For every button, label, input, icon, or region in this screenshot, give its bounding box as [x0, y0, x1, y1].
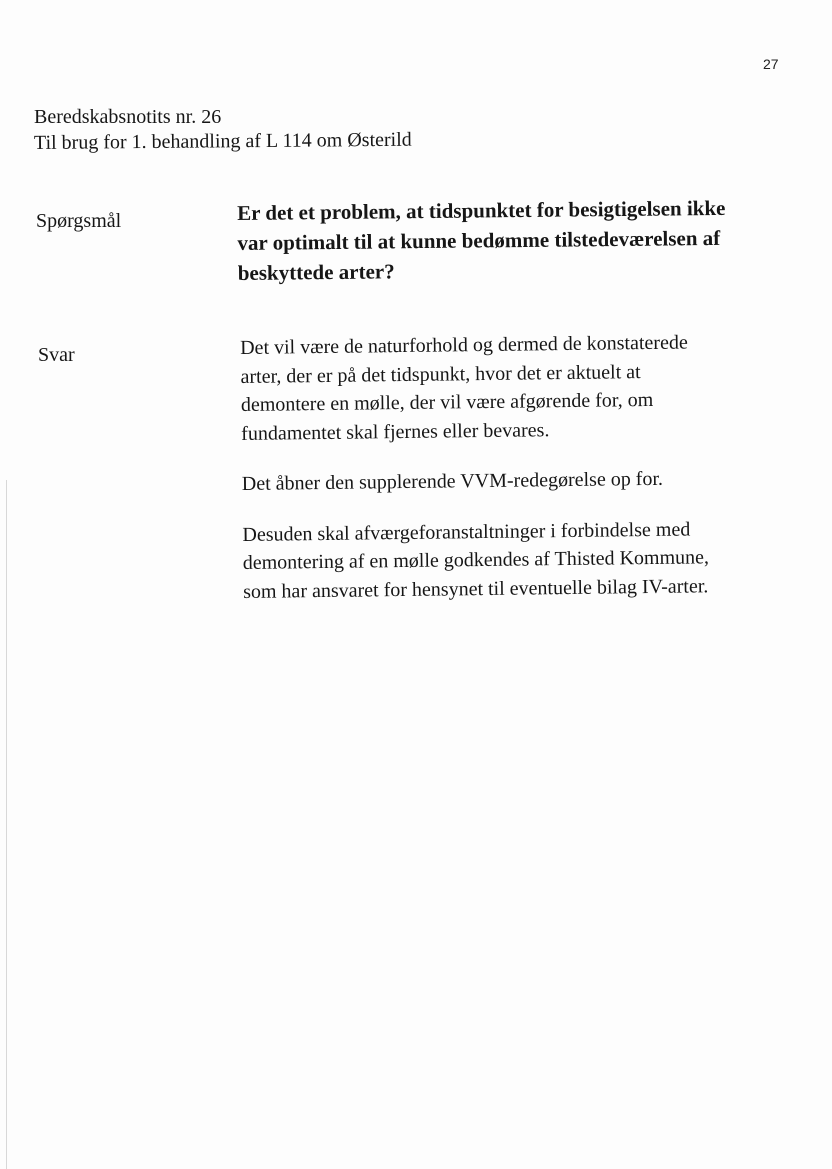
answer-body	[240, 328, 744, 628]
header-subtitle: Til brug for 1. behandling af L 114 om Østerild	[33, 128, 412, 154]
question-label: Spørgsmål	[36, 210, 122, 232]
answer-paragraph: Det åbner den supplerende VVM-redegørelse op for.	[241, 467, 664, 495]
header-title: Beredskabsnotits nr. 26	[34, 106, 222, 128]
answer-paragraph: Det vil være de naturforhold og dermed de konstaterede arter, der er på det tidspunkt, hvor det er aktuelt at demontere en mølle, der vil være afgørende for, om fundamentet skal fjernes eller bevares.	[240, 331, 688, 445]
answer-label: Svar	[38, 344, 75, 366]
page-number: 27	[763, 56, 779, 72]
scan-edge-line	[6, 480, 7, 1169]
document-header	[34, 104, 412, 156]
question-text: Er det et problem, at tidspunktet for besigtigelsen ikke var optimalt til at kunne bedømme tilstedeværelsen af beskyttede arter?	[237, 195, 726, 285]
answer-paragraph: Desuden skal afværgeforanstaltninger i forbindelse med demontering af en mølle godkendes af Thisted Kommune, som har ansvaret for hensynet til eventuelle bilag IV-arter.	[242, 518, 710, 603]
